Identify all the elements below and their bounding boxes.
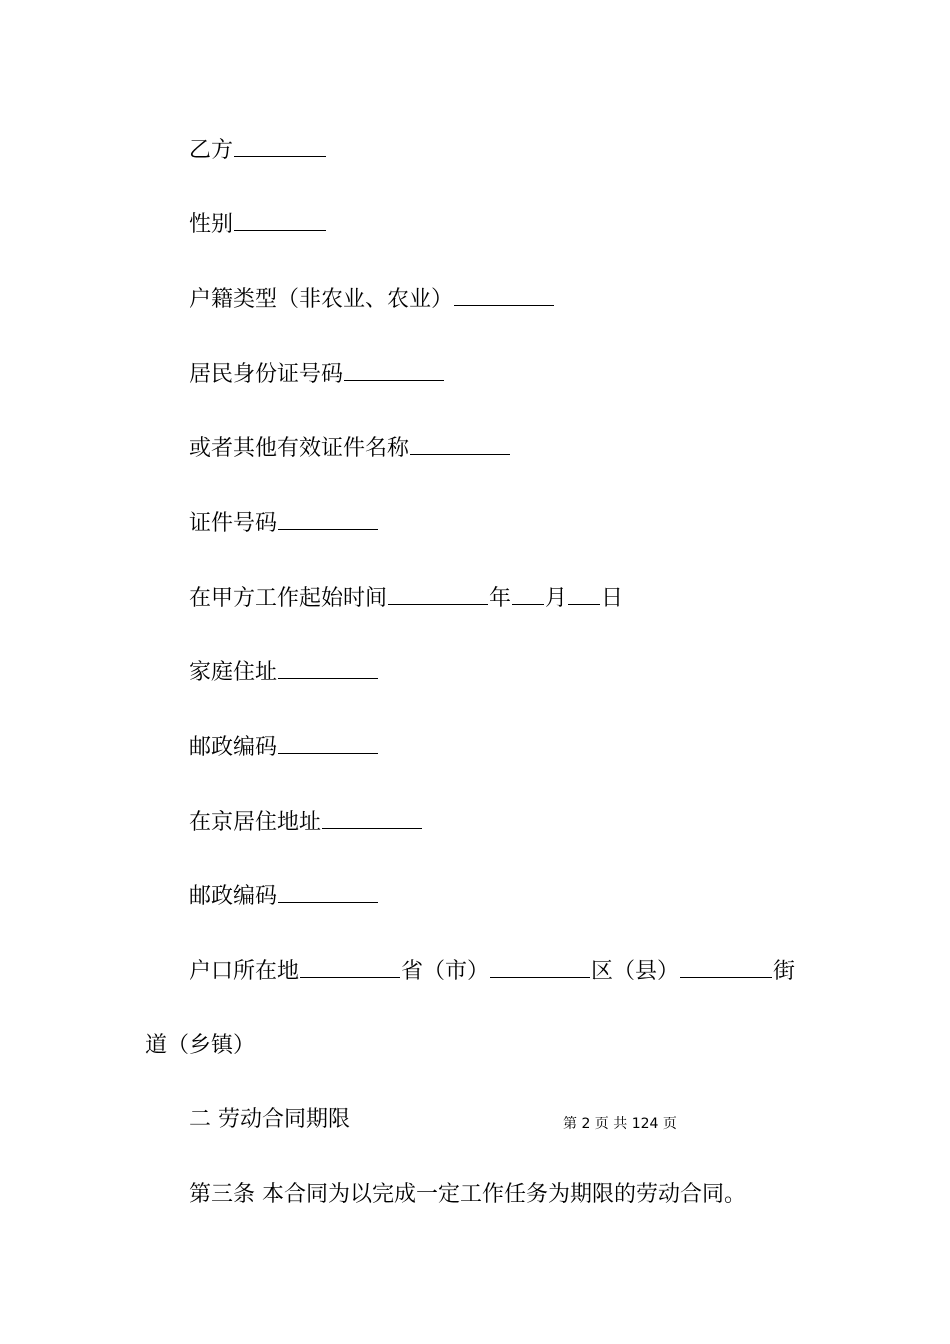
cert-number-blank[interactable] <box>278 507 378 530</box>
page-number: 第 2 页 共 124 页 <box>563 1116 677 1132</box>
other-id-name-blank[interactable] <box>410 432 510 455</box>
day-label: 日 <box>601 586 624 611</box>
start-year-blank[interactable] <box>388 582 488 605</box>
field-start-time <box>189 582 623 614</box>
other-id-name-label: 或者其他有效证件名称 <box>189 436 410 461</box>
field-postal-code-2 <box>189 880 379 912</box>
home-address-blank[interactable] <box>278 656 378 679</box>
hukou-street-blank[interactable] <box>680 955 772 978</box>
province-label: 省（市） <box>401 959 490 984</box>
gender-blank[interactable] <box>234 208 326 231</box>
field-cert-number <box>189 507 379 539</box>
start-month-blank[interactable] <box>512 582 544 605</box>
beijing-address-blank[interactable] <box>322 806 422 829</box>
home-address-label: 家庭住址 <box>189 660 278 685</box>
month-label: 月 <box>545 586 568 611</box>
field-home-address <box>189 656 379 688</box>
field-postal-code-1 <box>189 731 379 763</box>
gender-label: 性别 <box>189 212 234 237</box>
hukou-province-blank[interactable] <box>300 955 400 978</box>
party-b-label: 乙方 <box>189 138 234 163</box>
street-label-b: 道（乡镇） <box>145 1033 256 1058</box>
field-id-number <box>189 358 445 390</box>
start-day-blank[interactable] <box>568 582 600 605</box>
field-gender <box>189 208 327 240</box>
hukou-type-label: 户籍类型（非农业、农业） <box>189 287 454 312</box>
hukou-type-blank[interactable] <box>454 283 554 306</box>
hukou-location-label: 户口所在地 <box>189 959 300 984</box>
party-b-blank[interactable] <box>234 134 326 157</box>
field-hukou-type <box>189 283 555 315</box>
hukou-district-blank[interactable] <box>490 955 590 978</box>
field-hukou-location <box>189 955 809 987</box>
start-time-label: 在甲方工作起始时间 <box>189 586 388 611</box>
postal-code-2-label: 邮政编码 <box>189 884 278 909</box>
field-party-b <box>189 134 327 166</box>
postal-code-1-label: 邮政编码 <box>189 735 278 760</box>
field-beijing-address <box>189 806 423 838</box>
id-number-blank[interactable] <box>344 358 444 381</box>
field-other-id-name <box>189 432 511 464</box>
article-three: 第三条 本合同为以完成一定工作任务为期限的劳动合同。 <box>189 1182 746 1207</box>
street-label-a: 街 <box>773 959 796 984</box>
postal-code-2-blank[interactable] <box>278 880 378 903</box>
section-title: 二 劳动合同期限 <box>189 1107 350 1132</box>
postal-code-1-blank[interactable] <box>278 731 378 754</box>
beijing-address-label: 在京居住地址 <box>189 810 322 835</box>
id-number-label: 居民身份证号码 <box>189 362 344 387</box>
district-label: 区（县） <box>591 959 680 984</box>
cert-number-label: 证件号码 <box>189 511 278 536</box>
year-label: 年 <box>489 586 512 611</box>
